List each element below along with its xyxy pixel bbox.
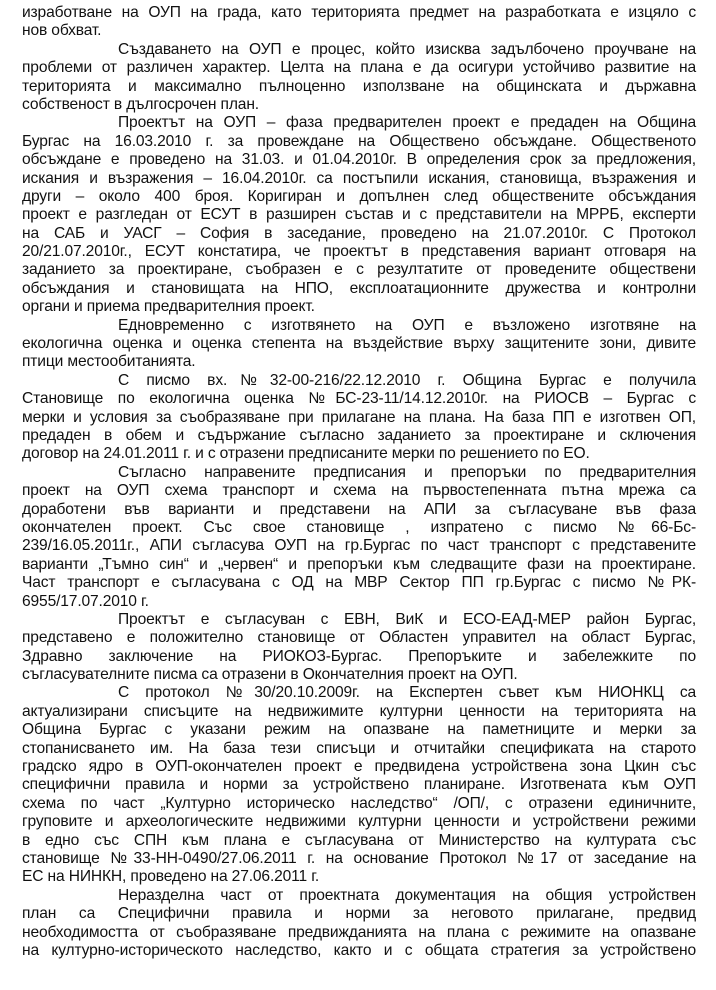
text-line: окончателен проект. Със свое становище , изпратено с писмо №66-Бс- xyxy=(22,518,696,536)
paragraph xyxy=(22,611,696,685)
paragraph xyxy=(22,372,696,464)
paragraph xyxy=(22,317,696,372)
text-line: изработване на ОУП на града, като територията предмет на разработката е изцяло с xyxy=(22,4,696,21)
text-line: представено е положително становище от Областен управител на област Бургас, xyxy=(22,629,696,647)
text-line: Едновременно с изготвянето на ОУП е възложено изготвяне на xyxy=(118,316,696,334)
text-line: Част транспорт е съгласувана с ОД на МВР Сектор ПП гр.Бургас с писмо №РК- xyxy=(22,574,696,592)
text-line: 239/16.05.2011г., АПИ съгласува ОУП на гр.Бургас по част транспорт с представените xyxy=(22,537,696,555)
text-line: стопанисването им. На база тези списъци и отчитайки спецификата на старото xyxy=(22,739,696,757)
text-line: обсъждания и становищата на НПО, експлоатационните дружества и контролни xyxy=(22,279,696,297)
text-line: 20/21.07.2010г., ЕСУТ констатира, че проектът в представения вариант отговаря на xyxy=(22,243,696,261)
text-line: градско ядро в ОУП-окончателен проект е предвидена устройствена зона Цкин със xyxy=(22,758,696,776)
text-line: С протокол №30/20.10.2009г. на Експертен съвет към НИОНКЦ са xyxy=(118,684,696,702)
text-line: мерки и условия за съобразяване при прилагане на плана. На база ПП е изготвен ОП, xyxy=(22,408,696,426)
text-line: Проектът е съгласуван с ЕВН, ВиК и ЕСО-ЕАД-МЕР район Бургас, xyxy=(118,610,696,628)
text-line: Създаването на ОУП е процес, който изисква задълбочено проучване на xyxy=(118,40,696,58)
text-line: други – около 400 броя. Коригиран и допълнен след обществените обсъждания xyxy=(22,187,696,205)
text-line: план са Специфични правила и норми за неговото прилагане, предвид xyxy=(22,905,696,923)
text-line: обсъждане е проведено на 31.03. и 01.04.2010г. В определения срок за предложения, xyxy=(22,151,696,169)
text-line: територията и максимално пълноценно използване на общинската и държавна xyxy=(22,77,696,95)
text-line: ЕС на НИНКН, проведено на 27.06.2011 г. xyxy=(22,868,320,886)
paragraph xyxy=(22,4,696,41)
text-line: проект е разгледан от ЕСУТ в разширен състав и с представители на МРРБ, експерти xyxy=(22,206,696,224)
text-line: специфични правила и норми за устройствено планиране. Изготвената към ОУП xyxy=(22,776,696,794)
text-line: необходимостта от съобразяване предвижданията на плана с режимите на опазване xyxy=(22,923,696,941)
text-line: в едно със СПН към плана е съгласувана от Министерство на културата със xyxy=(22,831,696,849)
text-line: проблеми от различен характер. Целта на плана е да осигури устойчиво развитие на xyxy=(22,59,696,77)
text-line: Неразделна част от проектната документация на общия устройствен xyxy=(118,886,696,904)
text-line: на културно-историческото наследство, както и с общата стратегия за устройствено xyxy=(22,941,696,959)
text-line: Здравно заключение на РИОКОЗ-Бургас. Препоръките и забележките по xyxy=(22,647,696,665)
text-line: договор на 24.01.2011 г. и с отразени предписаните мерки по решението по ЕО. xyxy=(22,445,590,463)
text-line: актуализирани списъците на недвижимите културни ценности на територията на xyxy=(22,702,696,720)
text-line: на САБ и УАСГ – София в заседание, проведено на 21.07.2010г. С Протокол xyxy=(22,224,696,242)
text-line: 6955/17.07.2010 г. xyxy=(22,592,149,610)
paragraph xyxy=(22,887,696,961)
text-line: Бургас на 16.03.2010 г. за провеждане на Обществено обсъждане. Общественото xyxy=(22,132,696,150)
text-line: предаден в обем и съдържание съгласно заданието за проектиране и сключения xyxy=(22,426,696,444)
text-line: Съгласно направените предписания и препоръки по предварителния xyxy=(118,463,696,481)
text-line: съгласувателните писма са отразени в Окончателния проект на ОУП. xyxy=(22,666,518,684)
text-line: органи и приема предварителния проект. xyxy=(22,298,315,316)
text-line: нов обхват. xyxy=(22,22,102,40)
text-line: Община Бургас с указани режим на опазване на паметниците и мерки за xyxy=(22,721,696,739)
text-line: заданието за проектиране, съобразен е с резултатите от проведените обществени xyxy=(22,261,696,279)
text-line: варианти „Тъмно син“ и „червен“ и препоръки към следващите фази на проектиране. xyxy=(22,555,696,573)
text-line: проект на ОУП схема транспорт и схема на първостепенната пътна мрежа са xyxy=(22,482,696,500)
text-line: Становище по екологична оценка №БС-23-11/14.12.2010г. на РИОСВ – Бургас с xyxy=(22,390,696,408)
paragraph xyxy=(22,684,696,886)
text-line: схема по част „Културно историческо наследство“ /ОП/, с отразени единичните, xyxy=(22,794,696,812)
text-line: искания и възражения – 16.04.2010г. са постъпили искания, становища, възражения и xyxy=(22,169,696,187)
text-line: Проектът на ОУП – фаза предварителен проект е предаден на Община xyxy=(118,114,696,132)
text-line: екологична оценка и оценка степента на въздействие върху защитените зони, дивите xyxy=(22,335,696,353)
paragraph xyxy=(22,41,696,115)
text-line: С писмо вх.№32-00-216/22.12.2010 г. Община Бургас е получила xyxy=(118,371,696,389)
text-line: груповите и археологическите недвижими културни ценности и устройствени режими xyxy=(22,813,696,831)
text-line: доработени във варианти и представени на АПИ за съгласуване във фаза xyxy=(22,500,696,518)
text-line: собственост в дългосрочен план. xyxy=(22,95,259,113)
text-line: становище №33-НН-0490/27.06.2011 г. на основание Протокол №17 от заседание на xyxy=(22,849,696,867)
paragraph xyxy=(22,464,696,611)
paragraph xyxy=(22,114,696,316)
text-line: птици местообитанията. xyxy=(22,353,196,371)
